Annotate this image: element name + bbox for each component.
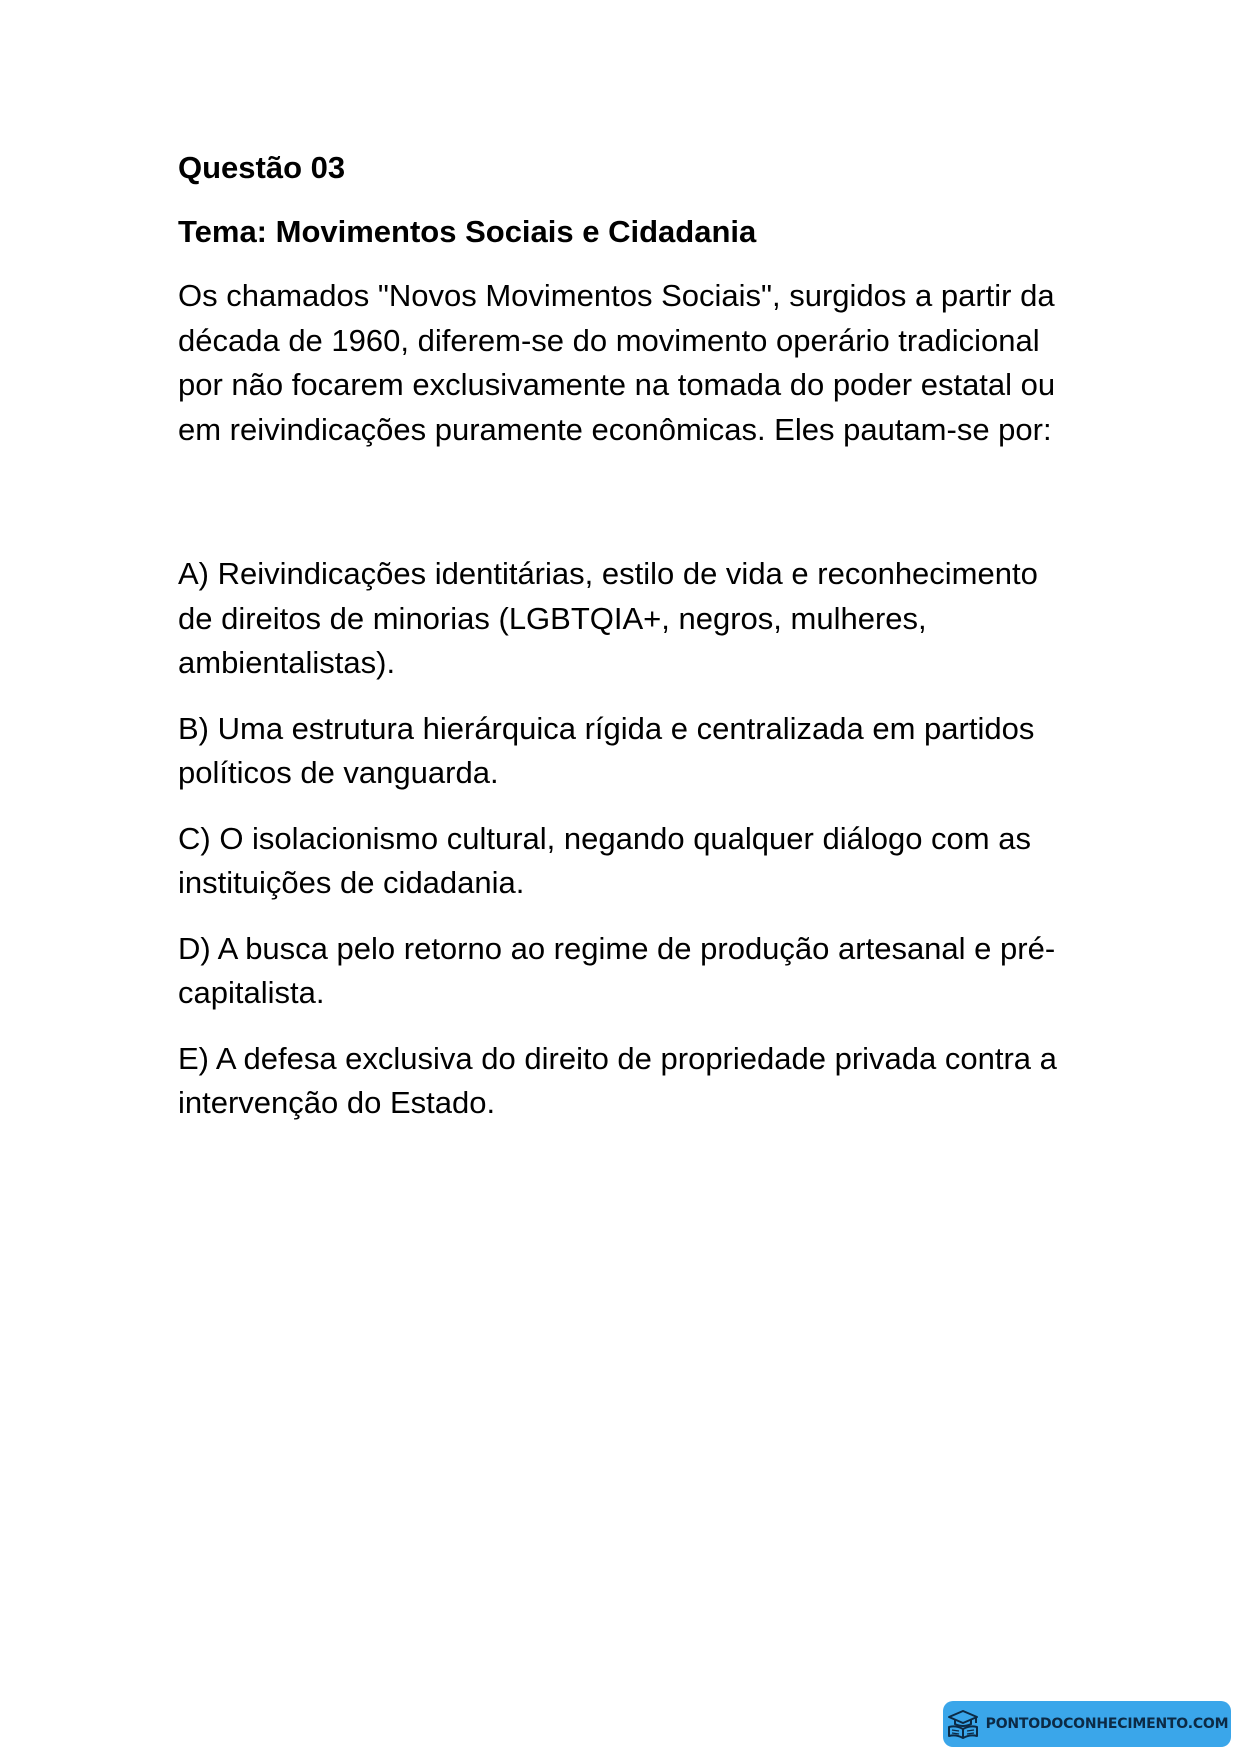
question-page [178, 146, 1078, 1147]
option-b: B) Uma estrutura hierárquica rígida e centralizada em partidos políticos de vanguarda. [178, 710, 1035, 790]
option-d: D) A busca pelo retorno ao regime de produção artesanal e pré-capitalista. [178, 930, 1056, 1010]
option-e: E) A defesa exclusiva do direito de propriedade privada contra a intervenção do Estado. [178, 1040, 1057, 1120]
answer-options [178, 552, 1078, 1126]
site-name: PONTODOCONHECIMENTO.COM [985, 1716, 1229, 1732]
graduation-book-icon [946, 1709, 980, 1739]
question-number: Questão 03 [178, 150, 346, 185]
option-c: C) O isolacionismo cultural, negando qualquer diálogo com as instituições de cidadania. [178, 820, 1031, 900]
option-a: A) Reivindicações identitárias, estilo de vida e reconhecimento de direitos de minorias (LGBTQIA+, negros, mulheres, ambientalistas). [178, 556, 1038, 680]
site-badge [943, 1701, 1231, 1747]
question-theme: Tema: Movimentos Sociais e Cidadania [178, 214, 757, 249]
question-statement: Os chamados "Novos Movimentos Sociais", surgidos a partir da década de 1960, diferem-se do movimento operário tradicional por não focarem exclusivamente na tomada do poder estatal ou em reivindicações puramente econômicas. Eles pautam-se por: [178, 278, 1056, 447]
